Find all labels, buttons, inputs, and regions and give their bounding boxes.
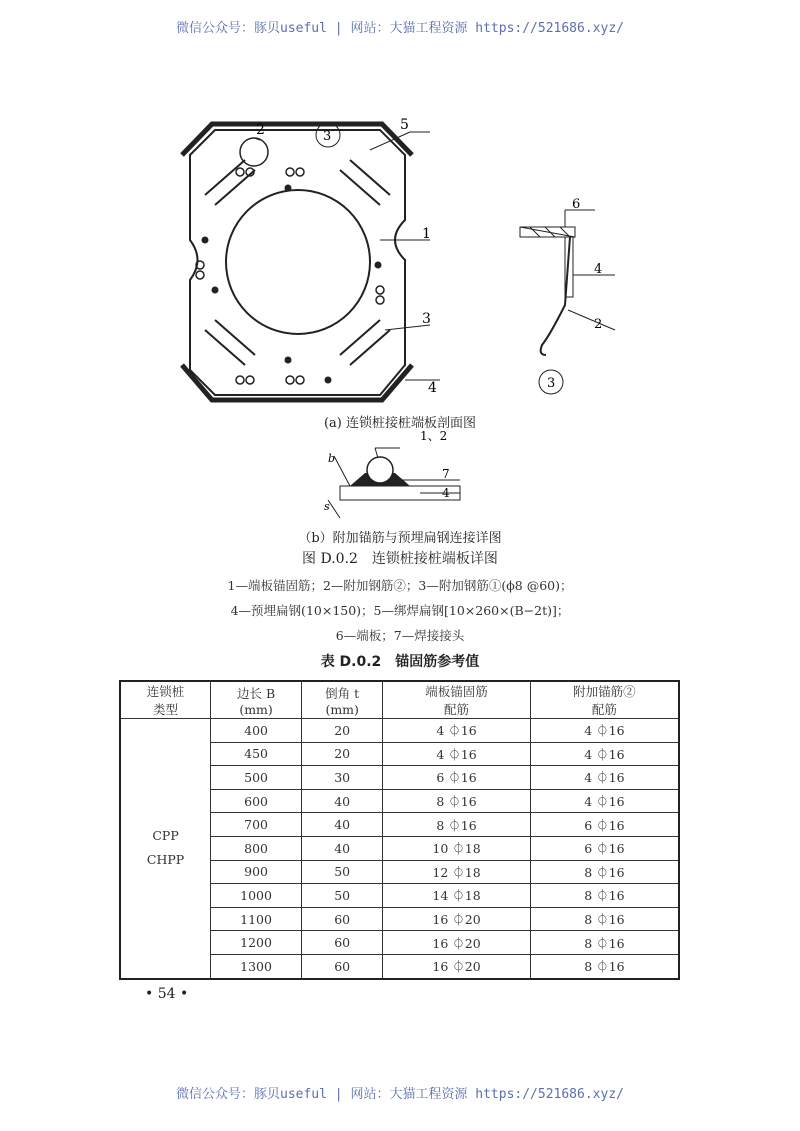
label-2: 2 [256, 122, 265, 138]
label-b: b [328, 452, 336, 465]
table-cell: 60 [302, 907, 383, 931]
table-title: 表 D.0.2 锚固筋参考值 [320, 654, 480, 670]
table-cell: 600 [211, 789, 302, 813]
table-cell: 50 [302, 860, 383, 884]
table-cell: 1300 [211, 954, 302, 978]
legend-line-1: 1—端板锚固筋；2—附加钢筋②；3—附加钢筋①(ϕ8 @60)； [227, 578, 573, 593]
label-6: 6 [572, 197, 581, 212]
page-number: • 54 • [145, 986, 189, 1002]
table-cell: 16 ⏀20 [383, 931, 530, 955]
anchor-bar-table [119, 680, 680, 980]
table-header-row [120, 681, 679, 719]
header-type: 连锁桩 类型 [120, 681, 211, 719]
table-cell: 4 ⏀16 [530, 742, 679, 766]
table-cell: 4 ⏀16 [530, 789, 679, 813]
table-cell: 6 ⏀16 [530, 836, 679, 860]
table-cell: 60 [302, 954, 383, 978]
table-cell: 60 [302, 931, 383, 955]
table-cell: 4 ⏀16 [383, 719, 530, 743]
caption-b: （b）附加锚筋与预埋扁钢连接详图 [298, 531, 502, 546]
table-cell: 8 ⏀16 [383, 813, 530, 837]
table-cell: 6 ⏀16 [530, 813, 679, 837]
table-cell: 700 [211, 813, 302, 837]
watermark-top: 微信公众号：豚贝useful | 网站：大猫工程资源 https://521686.xyz/ [176, 21, 624, 36]
table-cell: 4 ⏀16 [383, 742, 530, 766]
detail-3-drawing [510, 195, 620, 400]
connection-detail-drawing [320, 428, 470, 526]
legend-line-2: 4—预埋扁钢(10×150)；5—绑焊扁钢[10×260×(B−2t)]； [230, 603, 570, 618]
header-side-length: 边长 B (mm) [211, 681, 302, 719]
table-cell: 8 ⏀16 [530, 931, 679, 955]
table-cell: 4 ⏀16 [530, 766, 679, 790]
header-additional-bars: 附加锚筋② 配筋 [530, 681, 679, 719]
table-cell: 40 [302, 836, 383, 860]
label-5: 5 [400, 117, 409, 133]
table-cell: 30 [302, 766, 383, 790]
table-cell: 8 ⏀16 [530, 954, 679, 978]
header-end-plate-bars: 端板锚固筋 配筋 [383, 681, 530, 719]
legend-line-3: 6—端板；7—焊接接头 [335, 628, 465, 643]
table-cell: 4 ⏀16 [530, 719, 679, 743]
table-cell: 12 ⏀18 [383, 860, 530, 884]
table-cell: 1200 [211, 931, 302, 955]
table-cell: 8 ⏀16 [530, 884, 679, 908]
label-4: 4 [594, 262, 603, 277]
label-1-2: 1、2 [420, 429, 448, 443]
label-3: 3 [422, 311, 431, 327]
table-cell: 900 [211, 860, 302, 884]
table-cell: 16 ⏀20 [383, 907, 530, 931]
end-plate-section-drawing [160, 110, 440, 410]
table-cell: 6 ⏀16 [383, 766, 530, 790]
table-row [120, 719, 679, 743]
label-7: 7 [442, 467, 450, 481]
table-cell: 8 ⏀16 [383, 789, 530, 813]
table-cell: 40 [302, 813, 383, 837]
label-s: s [324, 500, 330, 513]
label-2: 2 [594, 317, 603, 332]
header-chamfer: 倒角 t (mm) [302, 681, 383, 719]
table-cell: 1000 [211, 884, 302, 908]
label-4: 4 [428, 380, 437, 396]
table-cell: 8 ⏀16 [530, 907, 679, 931]
figure-title: 图 D.0.2 连锁桩接桩端板详图 [302, 551, 498, 567]
table-cell: 40 [302, 789, 383, 813]
table-cell: 20 [302, 742, 383, 766]
table-cell: 50 [302, 884, 383, 908]
table-cell: 14 ⏀18 [383, 884, 530, 908]
label-1: 1 [422, 226, 431, 242]
label-4: 4 [442, 486, 450, 500]
table-cell: 1100 [211, 907, 302, 931]
table-cell: 500 [211, 766, 302, 790]
table-cell: 16 ⏀20 [383, 954, 530, 978]
table-cell: 400 [211, 719, 302, 743]
label-3-circle: 3 [547, 376, 556, 391]
cell-type: CPP CHPP [120, 719, 211, 979]
table-cell: 800 [211, 836, 302, 860]
table-cell: 20 [302, 719, 383, 743]
caption-a: (a) 连锁桩接桩端板剖面图 [323, 416, 477, 431]
label-3-circle: 3 [323, 129, 332, 144]
watermark-bottom: 微信公众号：豚贝useful | 网站：大猫工程资源 https://521686.xyz/ [176, 1087, 624, 1102]
table-cell: 450 [211, 742, 302, 766]
table-cell: 8 ⏀16 [530, 860, 679, 884]
table-cell: 10 ⏀18 [383, 836, 530, 860]
